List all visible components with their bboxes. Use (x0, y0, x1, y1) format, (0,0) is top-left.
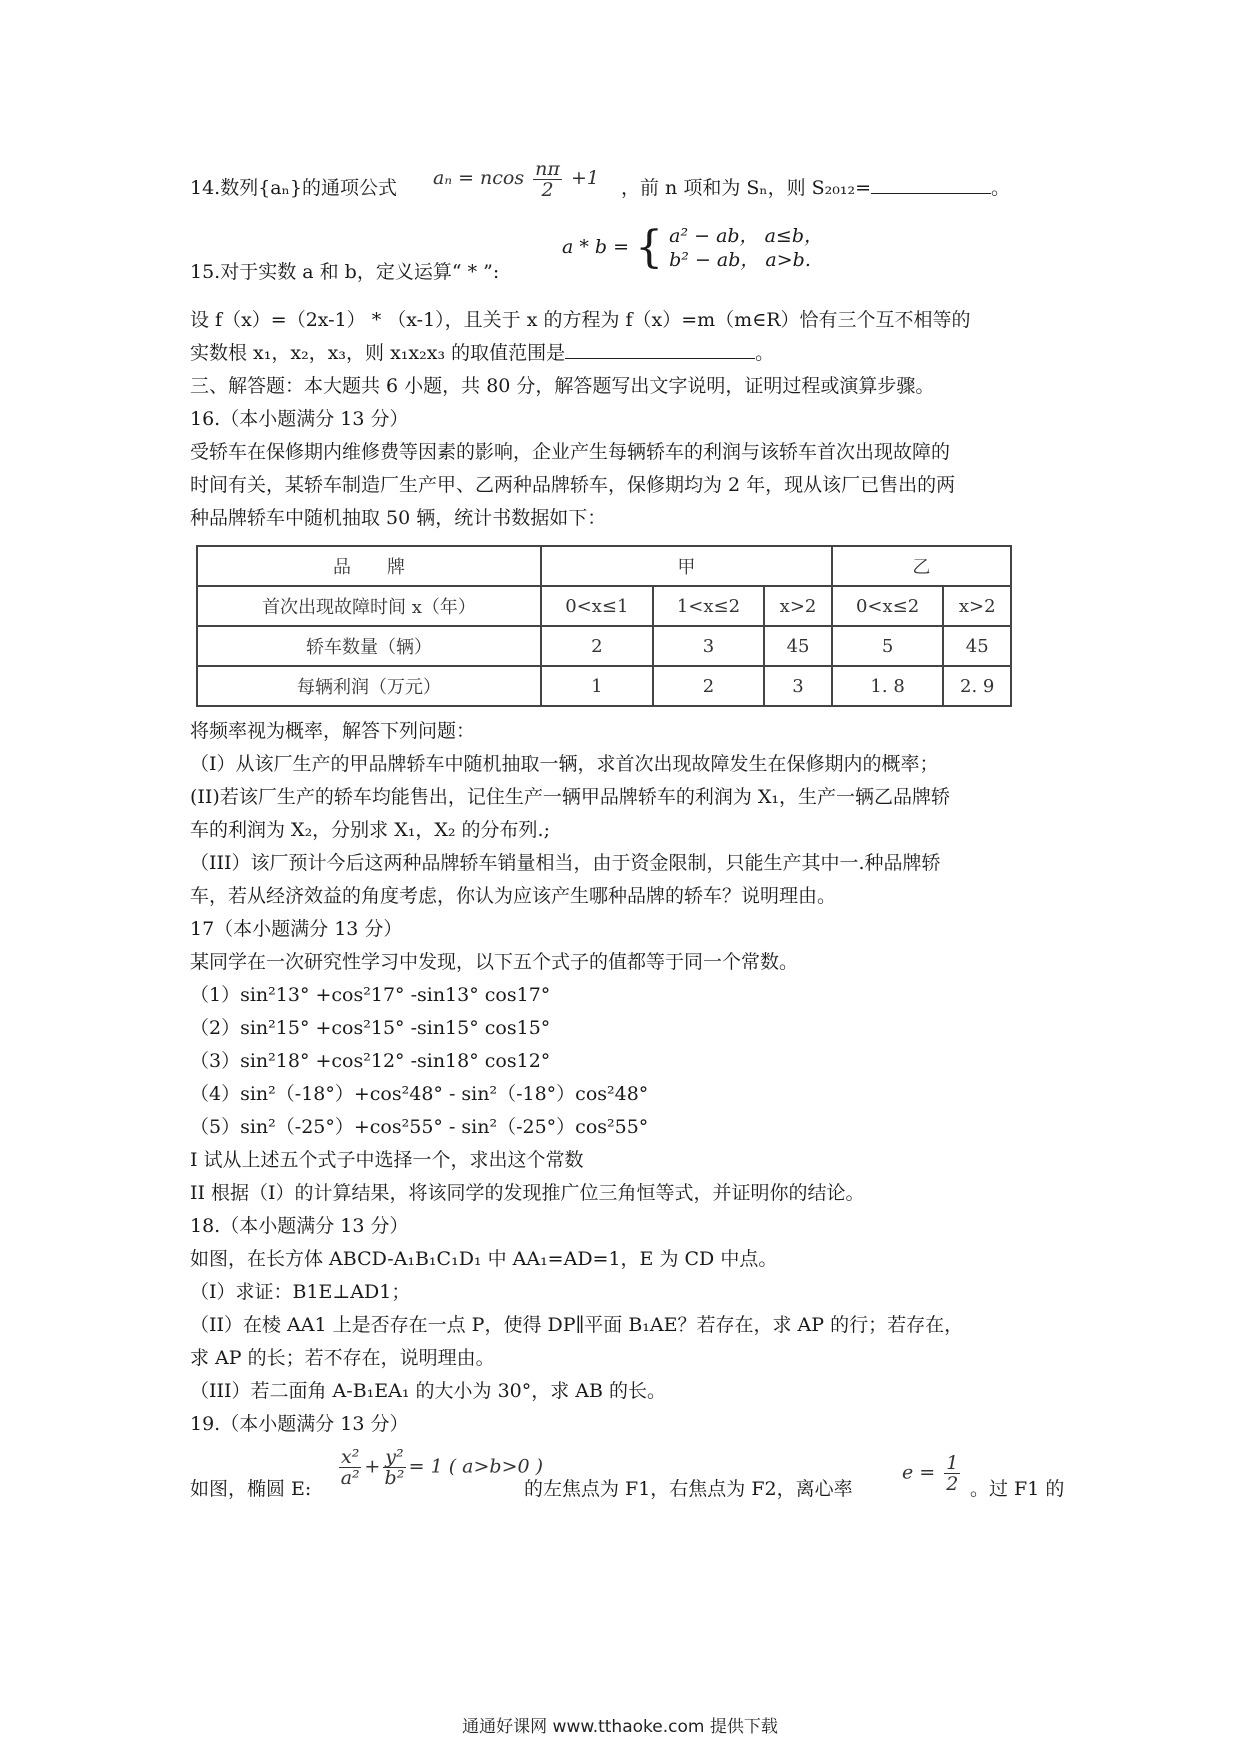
q19-ellipse-tail: = 1 ( a>b>0 ) (408, 1455, 544, 1478)
q16-part3b: 车，若从经济效益的角度考虑，你认为应该产生哪种品牌的轿车？说明理由。 (190, 885, 837, 907)
q19-e-num: 1 (946, 1452, 959, 1474)
table-cell: 45 (943, 626, 1011, 666)
q19-line (190, 1446, 1065, 1507)
q16-para2: 时间有关，某轿车制造厂生产甲、乙两种品牌轿车，保修期均为 2 年，现从该厂已售出的两 (190, 474, 956, 496)
q14-frac-num: nπ (535, 157, 560, 180)
table-cell: 1 (541, 666, 653, 706)
table-cell: 0<x≤2 (832, 586, 944, 626)
table-row (197, 666, 1011, 706)
q19-end: 。过 F1 的 (970, 1478, 1065, 1500)
q19-mid: 的左焦点为 F1，右焦点为 F2，离心率 (524, 1478, 853, 1500)
table-cell: 2 (653, 666, 765, 706)
table-cell: 45 (764, 626, 832, 666)
q14-end: 。 (991, 177, 1011, 199)
table-row-label: 轿车数量（辆） (197, 626, 541, 666)
q14-prefix: 14.数列{aₙ}的通项公式 (190, 177, 397, 199)
q14-fraction (533, 159, 562, 200)
q19-eccentricity (902, 1453, 963, 1494)
q19-e-fraction (944, 1453, 960, 1494)
q19-e-lhs: e = (902, 1461, 936, 1484)
q18-title: 18.（本小题满分 13 分） (190, 1215, 409, 1237)
q14-answer-blank[interactable] (871, 175, 991, 194)
q15-cases (669, 224, 823, 272)
table-cell: x>2 (943, 586, 1011, 626)
q19-frac-y-num: y² (385, 1446, 404, 1468)
q18-part1: （I）求证：B1E⊥AD1； (190, 1281, 411, 1303)
table-header-yi: 乙 (832, 546, 1011, 586)
q16-part2b: 车的利润为 X₂，分别求 X₁，X₂ 的分布列.; (190, 819, 550, 841)
q16-data-table (196, 545, 1012, 707)
table-cell: x>2 (764, 586, 832, 626)
table-cell: 3 (764, 666, 832, 706)
section3-heading: 三、解答题：本大题共 6 小题，共 80 分，解答题写出文字说明，证明过程或演算步骤。 (190, 375, 935, 397)
page-footer: 通通好课网 www.tthaoke.com 提供下载 (462, 1717, 778, 1737)
q15-line2: 设 f（x）=（2x-1） * （x-1），且关于 x 的方程为 f（x）=m（m∈R）恰有三个互不相等的 (190, 309, 971, 331)
q15-op: a * b = (562, 236, 630, 258)
table-cell: 1. 8 (832, 666, 944, 706)
q19-title: 19.（本小题满分 13 分） (190, 1413, 409, 1435)
q17-item-4: （4）sin²（-18°）+cos²48° - sin²（-18°）cos²48° (190, 1083, 649, 1105)
q14-formula-tail: +1 (570, 167, 599, 189)
table-header-jia: 甲 (541, 546, 832, 586)
table-header-brand: 品 牌 (197, 546, 541, 586)
q14-line (190, 157, 1060, 212)
q16-title: 16.（本小题满分 13 分） (190, 408, 409, 430)
q16-part2a: (II)若该厂生产的轿车均能售出，记住生产一辆甲品牌轿车的利润为 X₁，生产一辆乙品牌轿 (190, 786, 951, 808)
table-row (197, 626, 1011, 666)
q16-part3a: （III）该厂预计今后这两种品牌轿车销量相当，由于资金限制，只能生产其中一.种品牌轿 (190, 852, 941, 874)
q17-item-1: （1）sin²13° +cos²17° -sin13° cos17° (190, 984, 551, 1006)
q18-part3: （III）若二面角 A-B₁EA₁ 的大小为 30°，求 AB 的长。 (190, 1380, 667, 1402)
q19-prefix: 如图，椭圆 E: (190, 1478, 312, 1500)
q15-line3-prefix: 实数根 x₁，x₂，x₃，则 x₁x₂x₃ 的取值范围是 (190, 342, 566, 364)
q15-case2: b² − ab， a>b. (669, 249, 811, 271)
q16-after-table: 将频率视为概率，解答下列问题： (190, 720, 476, 742)
q17-intro: 某同学在一次研究性学习中发现，以下五个式子的值都等于同一个常数。 (190, 951, 799, 973)
q19-e-den: 2 (946, 1473, 959, 1495)
q15-line3 (190, 337, 1060, 370)
table-row (197, 586, 1011, 626)
table-row-label: 每辆利润（万元） (197, 666, 541, 706)
table-cell: 2. 9 (943, 666, 1011, 706)
q14-suffix: ，前 n 项和为 Sₙ，则 S₂₀₁₂= (621, 177, 872, 199)
q18-part2b: 求 AP 的长；若不存在，说明理由。 (190, 1347, 495, 1369)
q19-frac-y (383, 1447, 405, 1488)
q18-part2a: （II）在棱 AA1 上是否存在一点 P，使得 DP∥平面 B₁AE？若存在，求 AP 的行；若存在， (190, 1314, 964, 1336)
table-cell: 0<x≤1 (541, 586, 653, 626)
q14-formula-lhs: aₙ = ncos (433, 167, 525, 189)
q19-frac-y-den: b² (384, 1467, 405, 1489)
q14-frac-den: 2 (541, 178, 554, 201)
left-brace-icon: { (635, 222, 664, 273)
q15-case1: a² − ab， a≤b， (669, 225, 824, 247)
table-cell: 3 (653, 626, 765, 666)
q18-intro: 如图，在长方体 ABCD-A₁B₁C₁D₁ 中 AA₁=AD=1，E 为 CD 中点。 (190, 1248, 778, 1270)
q17-item-3: （3）sin²18° +cos²12° -sin18° cos12° (190, 1050, 551, 1072)
table-cell: 5 (832, 626, 944, 666)
q19-frac-x (339, 1447, 361, 1488)
q17-item-5: （5）sin²（-25°）+cos²55° - sin²（-25°）cos²55° (190, 1116, 649, 1138)
table-row (197, 546, 1011, 586)
q17-part2: II 根据（I）的计算结果，将该同学的发现推广位三角恒等式，并证明你的结论。 (190, 1182, 865, 1204)
q15-piecewise (562, 224, 823, 272)
q15-line1 (190, 222, 1060, 290)
q15-prefix: 15.对于实数 a 和 b，定义运算“ * ”: (190, 261, 500, 283)
q17-part1: I 试从上述五个式子中选择一个，求出这个常数 (190, 1149, 584, 1171)
q17-item-2: （2）sin²15° +cos²15° -sin15° cos15° (190, 1017, 551, 1039)
table-cell: 1<x≤2 (653, 586, 765, 626)
table-row-label: 首次出现故障时间 x（年） (197, 586, 541, 626)
q17-title: 17（本小题满分 13 分） (190, 918, 403, 940)
q19-frac-x-num: x² (341, 1446, 360, 1468)
q15-answer-blank[interactable] (565, 340, 755, 359)
q16-part1: （I）从该厂生产的甲品牌轿车中随机抽取一辆，求首次出现故障发生在保修期内的概率； (190, 753, 939, 775)
q19-frac-x-den: a² (340, 1467, 360, 1489)
q16-para3: 种品牌轿车中随机抽取 50 辆，统计书数据如下： (190, 507, 607, 529)
q16-para1: 受轿车在保修期内维修费等因素的影响，企业产生每辆轿车的利润与该轿车首次出现故障的 (190, 441, 951, 463)
q19-ellipse-formula: $\frac{\text{x²}}{\text{a²}}$ + $\frac{\text{y²}}{\text{b²}}$ = 1 ( a>b>0 ) (340, 1446, 544, 1489)
table-cell: 2 (541, 626, 653, 666)
q14-formula (433, 154, 599, 202)
q15-line3-end: 。 (755, 342, 775, 364)
document-body (190, 150, 1065, 1507)
